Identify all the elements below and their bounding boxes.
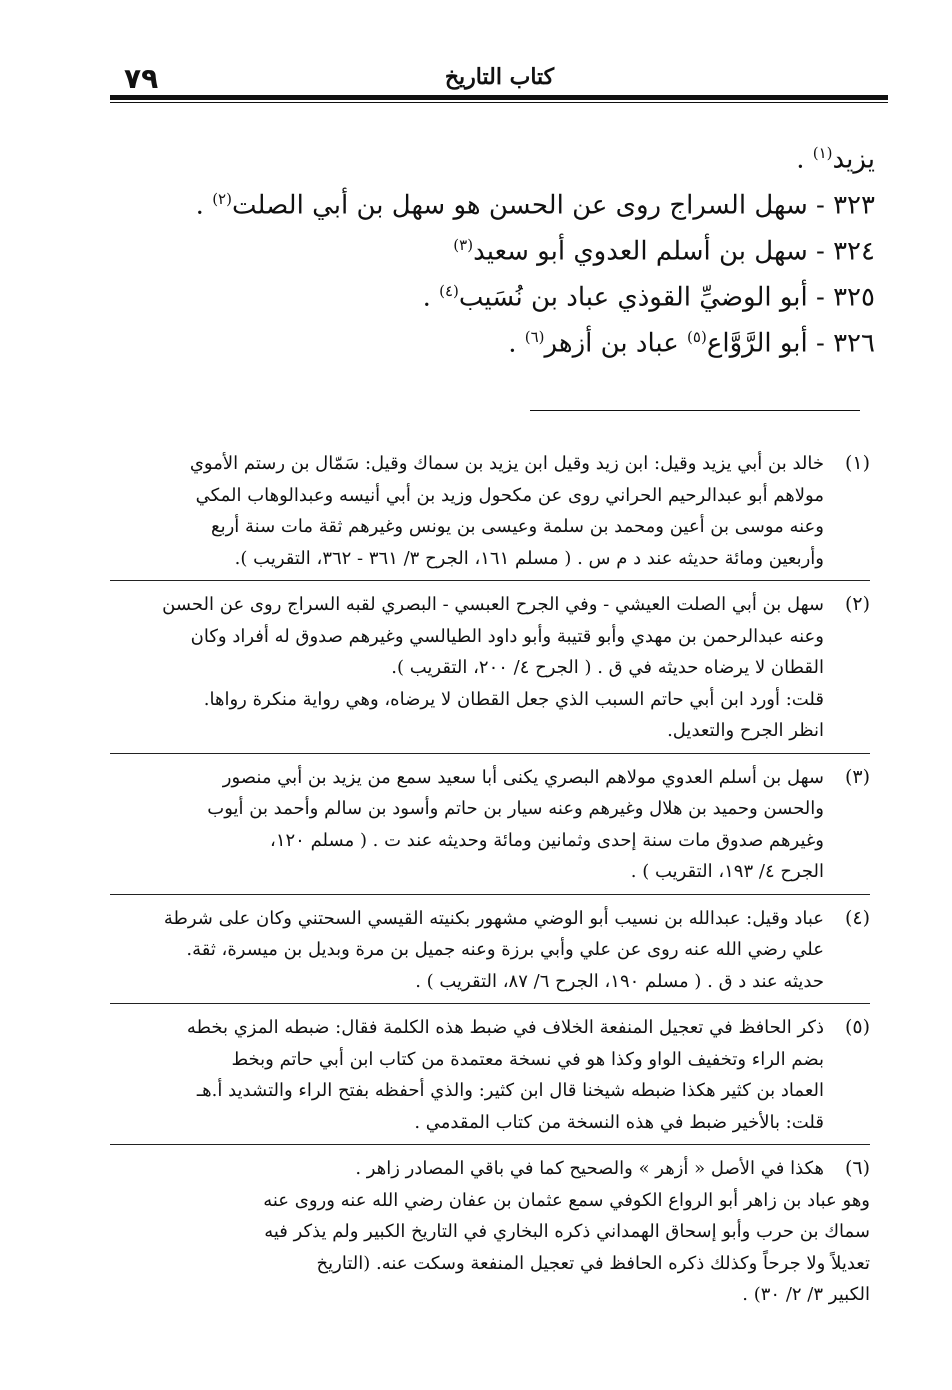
footnote-line: وعنه موسى بن أعين ومحمد بن سلمة وعيسى بن يونس وغيرهم ثقة مات سنة أربع xyxy=(211,516,824,537)
footnote-separator xyxy=(110,1144,870,1145)
footnote-line: حديثه عند د ق . ( مسلم ١٩٠، الجرح ٦/ ٨٧، التقريب ) . xyxy=(415,970,824,992)
footnote-separator xyxy=(110,580,870,581)
footnote-divider xyxy=(530,410,860,411)
footnote-line: وغيرهم صدوق مات سنة إحدى وثمانين ومائة وحديثه عند ت . ( مسلم ١٢٠، xyxy=(270,829,824,851)
footnote-line: وعنه عبدالرحمن بن مهدي وأبو قتيبة وأبو داود الطيالسي وغيرهم صدوق له أفراد وكان xyxy=(190,625,824,647)
footnote-line: قلت: بالأخير ضبط في هذه النسخة من كتاب المقدمي . xyxy=(414,1111,824,1133)
footnote-number: (٢) xyxy=(844,593,870,615)
footnote-line: الجرح ٤/ ١٩٣، التقريب ) . xyxy=(630,861,824,882)
footnote-line: مولاهم أبو عبدالرحيم الحراني روى عن مكحول وزيد بن أبي أنيسه وعبدالوهاب المكي xyxy=(195,484,824,506)
footnote-number: (٥) xyxy=(844,1016,870,1038)
footnote-line: القطان لا يرضاه حديثه في ق . ( الجرح ٤/ ٢٠٠، التقريب ). xyxy=(391,657,824,678)
entry-line: يزيد$^{(١)}$ . xyxy=(796,144,875,175)
footnote-line: ذكر الحافظ في تعجيل المنفعة الخلاف في ضبط هذه الكلمة فقال: ضبطه المزي بخطه xyxy=(186,1017,824,1038)
footnote xyxy=(110,903,870,1005)
footnote xyxy=(110,762,870,895)
footnote xyxy=(110,589,870,754)
footnote xyxy=(110,448,870,581)
entry-line: ٣٢٤ - سهل بن أسلم العدوي أبو سعيد$^{(٣)}$ xyxy=(453,236,875,267)
main-entries xyxy=(195,130,875,360)
footnote-separator xyxy=(110,1003,870,1004)
footnote-number: (٦) xyxy=(844,1157,870,1179)
footnote-number: (٤) xyxy=(844,906,870,929)
entry-line: ٣٢٥ - أبو الوضيِّ القوذي عباد بن نُسَيب$^{(٤)}$ . xyxy=(422,282,875,313)
footnote-line: سهل بن أبي الصلت العيشي - وفي الجرح العبسي - البصري لقبه السراج روى عن الحسن xyxy=(162,594,824,615)
footnote-separator xyxy=(110,753,870,754)
footnote-line: وأربعين ومائة حديثه عند د م س . ( مسلم ١٦١، الجرح ٣/ ٣٦١ - ٣٦٢، التقريب ). xyxy=(234,547,824,569)
header-rule-thick xyxy=(110,95,888,100)
footnote-line: الكبير ٣/ ٢/ ٣٠) . xyxy=(742,1284,870,1305)
footnotes xyxy=(110,448,870,1319)
footnote xyxy=(110,1153,870,1311)
footnote-line: والحسن وحميد بن هلال وغيرهم وعنه سيار بن حاتم وأسود بن سالم وأحمد بن أيوب xyxy=(207,798,824,819)
footnote-line: سهل بن أسلم العدوي مولاهم البصري يكنى أبا سعيد سمع من يزيد بن أبي منصور xyxy=(222,766,824,788)
footnote-line: خالد بن أبي يزيد وقيل: ابن زيد وقيل ابن يزيد بن سماك وقيل: سَمّال بن رستم الأموي xyxy=(189,453,824,474)
header-rule-thin xyxy=(110,102,888,103)
footnote-line: انظر الجرح والتعديل. xyxy=(667,720,824,741)
footnote-separator xyxy=(110,894,870,895)
footnote xyxy=(110,1012,870,1145)
footnote-line: تعديلاً ولا جرحاً وكذلك ذكره الحافظ في تعجيل المنفعة وسكت عنه. (التاريخ xyxy=(316,1252,870,1274)
footnote-line: قلت: أورد ابن أبي حاتم السبب الذي جعل القطان لا يرضاه، وهي رواية منكرة رواها. xyxy=(203,688,824,710)
footnote-line: علي رضي الله عنه روى عن علي وأبي برزة وعنه جميل بن مرة وبديل بن ميسرة، ثقة. xyxy=(186,939,824,960)
footnote-line: بضم الراء وتخفيف الواو وكذا هو في نسخة معتمدة من كتاب ابن أبي حاتم وبخط xyxy=(231,1048,824,1070)
entry-line: ٣٢٦ - أبو الرَّوَّاع$^{(٥)}$ عباد بن أزهر$^{(٦)}$ . xyxy=(508,328,875,359)
running-header xyxy=(112,62,887,95)
footnote-line: عباد وقيل: عبدالله بن نسيب أبو الوضي مشهور بكنيته القيسي السحتني وكان على شرطة xyxy=(163,907,824,929)
entry-line: ٣٢٣ - سهل السراج روى عن الحسن هو سهل بن أبي الصلت$^{(٢)}$ . xyxy=(195,190,875,221)
footnote-number: (١) xyxy=(844,452,870,474)
footnote-line: العماد بن كثير هكذا ضبطه شيخنا قال ابن كثير: والذي أحفظه بفتح الراء والتشديد أ.هـ xyxy=(196,1080,824,1101)
footnote-line: هكذا في الأصل « أزهر » والصحيح كما في باقي المصادر زاهر . xyxy=(355,1158,824,1179)
footnote-line: وهو عباد بن زاهر أبو الرواع الكوفي سمع عثمان بن عفان رضي الله عنه وروى عنه xyxy=(263,1189,870,1211)
page-number: ٧٩ xyxy=(124,62,159,95)
running-title: كتاب التاريخ xyxy=(444,64,555,90)
footnote-number: (٣) xyxy=(844,765,870,788)
footnote-line: سماك بن حرب وأبو إسحاق الهمداني ذكره البخاري في التاريخ الكبير ولم يذكر فيه xyxy=(264,1221,870,1242)
